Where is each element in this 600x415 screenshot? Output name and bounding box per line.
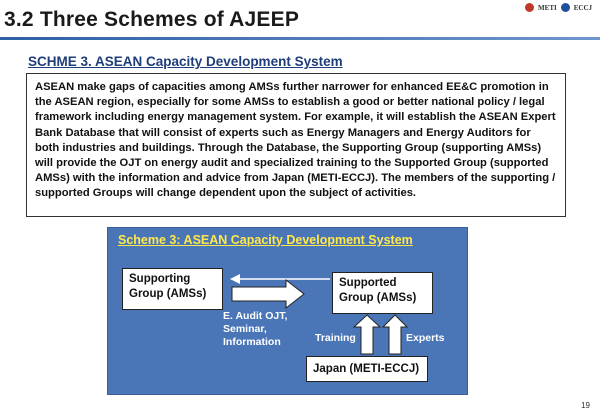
japan-box: Japan (METI-ECCJ)	[306, 356, 428, 382]
experts-arrow-icon	[383, 315, 407, 354]
training-arrow-icon	[354, 315, 380, 354]
page-number: 19	[581, 401, 590, 410]
training-label: Training	[315, 332, 356, 344]
provide-arrow-icon	[232, 280, 304, 308]
eccj-logo-text: ECCJ	[573, 3, 592, 12]
experts-label: Experts	[406, 332, 445, 344]
audit-label-line3: Information	[223, 336, 281, 348]
meti-logo-text: METI	[538, 3, 557, 12]
section-subtitle: SCHME 3. ASEAN Capacity Development System	[28, 54, 343, 69]
return-arrow-icon	[230, 274, 330, 284]
audit-label-line2: Seminar,	[223, 323, 267, 335]
header-logos	[525, 3, 592, 12]
page-title: 3.2 Three Schemes of AJEEP	[4, 8, 300, 31]
supporting-group-line2: Group (AMSs)	[129, 288, 207, 300]
description-textbox: ASEAN make gaps of capacities among AMSs further narrower for enhanced EE&C promotion in the ASEAN region, especially for some AMSs to establish a good or better national policy / legal framework including energy management system. For example, it will establish the ASEAN Expert Bank Database that will consist of experts such as Energy Managers and Energy Auditors for both industries and buildings. Through the Database, the Supporting Group (supporting AMSs) will provide the OJT on energy audit and specialized training to the Supported Group (supported AMSs) with the information and advice from Japan (METI-ECCJ). The members of the supporting / supported Groups will change dependent upon the subject of activities.	[26, 73, 566, 217]
supported-group-line1: Supported	[339, 277, 397, 289]
title-divider	[0, 37, 600, 40]
supported-group-line2: Group (AMSs)	[339, 292, 417, 304]
scheme-diagram	[107, 227, 468, 395]
audit-label-line1: E. Audit OJT,	[223, 310, 288, 322]
meti-logo-icon	[525, 3, 534, 12]
diagram-arrows	[108, 228, 469, 396]
supporting-group-line1: Supporting	[129, 273, 191, 285]
eccj-logo-icon	[561, 3, 570, 12]
diagram-title: Scheme 3: ASEAN Capacity Development System	[118, 233, 413, 247]
